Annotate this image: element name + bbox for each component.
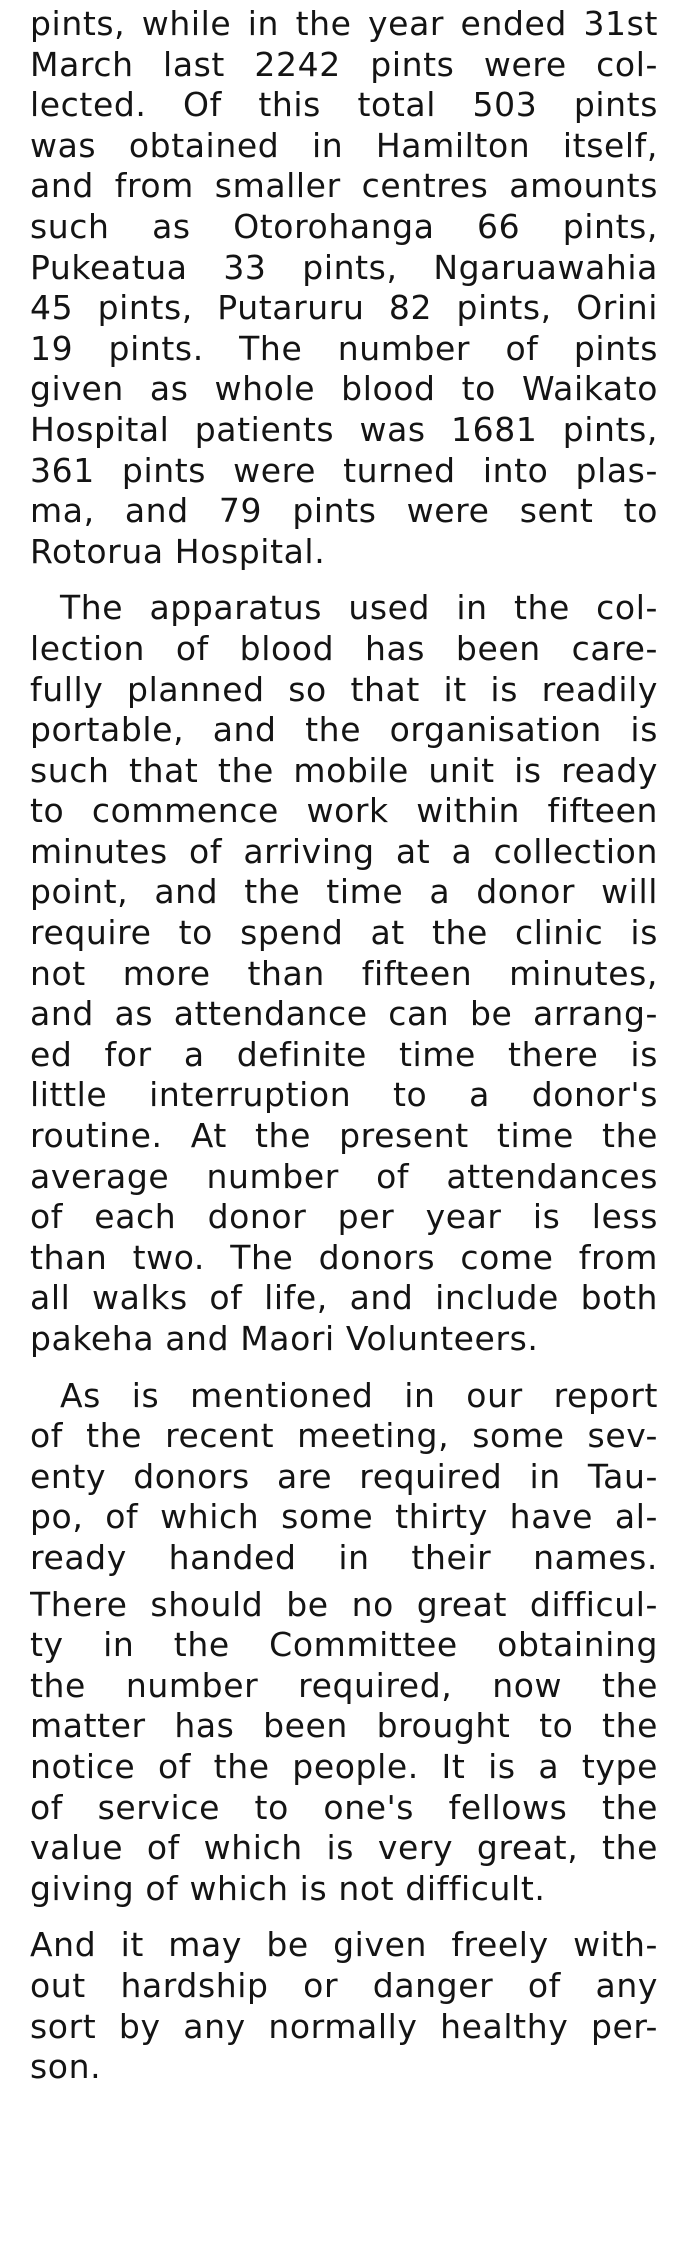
text-line: Pukeatua 33 pints, Ngaruawahia bbox=[30, 247, 658, 287]
text-line: fully planned so that it is readily bbox=[30, 669, 658, 709]
text-line: portable, and the organisation is bbox=[30, 710, 658, 750]
paragraph-taupo-donors bbox=[30, 1376, 658, 1579]
text-line: and from smaller centres amounts bbox=[30, 166, 658, 206]
paragraph-committee bbox=[30, 1585, 658, 1910]
text-line: And it may be given freely with- bbox=[30, 1925, 658, 1965]
paragraph-freely-given bbox=[30, 1925, 658, 2087]
text-line: such that the mobile unit is ready bbox=[30, 750, 658, 790]
text-line: ed for a definite time there is bbox=[30, 1034, 658, 1074]
text-line: out hardship or danger of any bbox=[30, 1965, 658, 2005]
text-line: average number of attendances bbox=[30, 1156, 658, 1196]
text-line: son. bbox=[30, 2047, 102, 2087]
text-line: such as Otorohanga 66 pints, bbox=[30, 206, 658, 246]
text-line: of service to one's fellows the bbox=[30, 1787, 658, 1827]
paragraph-blood-collection-figures bbox=[30, 4, 658, 572]
text-line: of each donor per year is less bbox=[30, 1197, 658, 1237]
text-line: point, and the time a donor will bbox=[30, 872, 658, 912]
text-line: little interruption to a donor's bbox=[30, 1075, 658, 1115]
text-line: require to spend at the clinic is bbox=[30, 913, 658, 953]
text-line: to commence work within fifteen bbox=[30, 791, 658, 831]
paragraph-gap bbox=[30, 572, 658, 588]
text-line: than two. The donors come from bbox=[30, 1237, 658, 1277]
text-line: giving of which is not difficult. bbox=[30, 1868, 546, 1908]
paragraph-gap bbox=[30, 1360, 658, 1376]
text-line: routine. At the present time the bbox=[30, 1116, 658, 1156]
text-line: enty donors are required in Tau- bbox=[30, 1456, 658, 1496]
text-line: ready handed in their names. bbox=[30, 1537, 658, 1577]
text-line: There should be no great difficul- bbox=[30, 1584, 658, 1624]
text-line: was obtained in Hamilton itself, bbox=[30, 125, 658, 165]
text-line: of the recent meeting, some sev- bbox=[30, 1416, 658, 1456]
text-line: 19 pints. The number of pints bbox=[30, 328, 658, 368]
text-line: 45 pints, Putaruru 82 pints, Orini bbox=[30, 288, 658, 328]
text-line: Rotorua Hospital. bbox=[30, 531, 326, 571]
text-line: notice of the people. It is a type bbox=[30, 1746, 658, 1786]
text-line: ty in the Committee obtaining bbox=[30, 1625, 658, 1665]
text-line: 361 pints were turned into plas- bbox=[30, 450, 658, 490]
text-line: ma, and 79 pints were sent to bbox=[30, 491, 658, 531]
text-line: not more than fifteen minutes, bbox=[30, 953, 658, 993]
text-line: As is mentioned in our report bbox=[60, 1375, 658, 1415]
text-line: value of which is very great, the bbox=[30, 1828, 658, 1868]
text-line: pints, while in the year ended 31st bbox=[30, 4, 658, 43]
text-line: all walks of life, and include both bbox=[30, 1278, 658, 1318]
text-line: po, of which some thirty have al- bbox=[30, 1497, 658, 1537]
text-line: minutes of arriving at a collection bbox=[30, 831, 658, 871]
paragraph-gap bbox=[30, 1909, 658, 1925]
text-line: the number required, now the bbox=[30, 1665, 658, 1705]
text-line: lection of blood has been care- bbox=[30, 628, 658, 668]
text-line: March last 2242 pints were col- bbox=[30, 44, 658, 84]
article-column bbox=[30, 4, 658, 2088]
text-line: and as attendance can be arrang- bbox=[30, 994, 658, 1034]
paragraph-apparatus bbox=[30, 588, 658, 1359]
text-line: The apparatus used in the col- bbox=[60, 588, 658, 628]
text-line: Hospital patients was 1681 pints, bbox=[30, 409, 658, 449]
text-line: sort by any normally healthy per- bbox=[30, 2006, 658, 2046]
text-line: pakeha and Maori Volunteers. bbox=[30, 1319, 539, 1358]
text-line: matter has been brought to the bbox=[30, 1706, 658, 1746]
text-line: given as whole blood to Waikato bbox=[30, 369, 658, 409]
text-line: lected. Of this total 503 pints bbox=[30, 85, 658, 125]
